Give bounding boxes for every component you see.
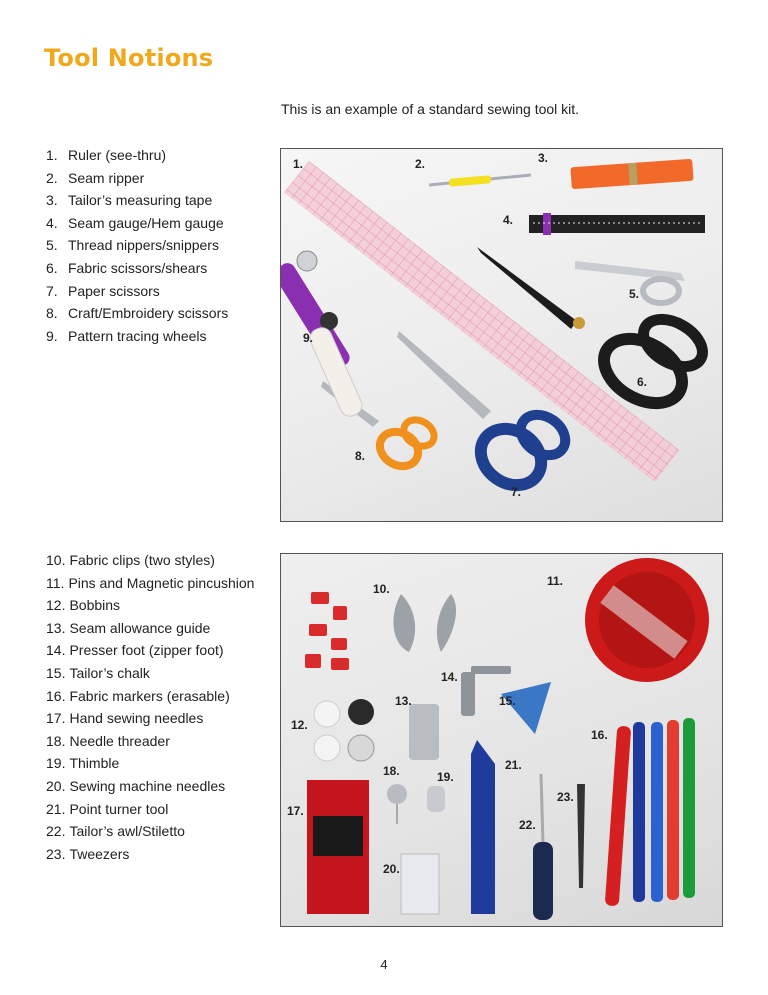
tool-list-2: [46, 549, 254, 865]
list-item: [46, 167, 228, 190]
list-number: 10.: [46, 552, 66, 568]
hem-gauge-image: [529, 213, 705, 235]
list-text: Needle threader: [69, 732, 170, 749]
intro-text: This is an example of a standard sewing tool kit.: [281, 101, 580, 117]
list-text: Ruler (see-thru): [68, 147, 167, 163]
tool-kit-photo-1: [280, 148, 723, 522]
list-text: Pattern tracing wheels: [68, 327, 207, 344]
tracing-wheels-image: [281, 251, 365, 419]
needle-threader-image: [387, 784, 407, 824]
tweezers-image: [577, 784, 585, 888]
list-item: [46, 707, 254, 730]
list-text: Tweezers: [69, 845, 130, 862]
photo-label: 3.: [538, 151, 549, 165]
list-number: 4.: [46, 214, 58, 231]
tool-kit-illustration-1: [281, 149, 722, 521]
list-number: 1.: [46, 147, 58, 163]
list-number: 18.: [46, 732, 66, 749]
list-item: [46, 572, 254, 595]
list-item: [46, 820, 254, 843]
list-item: [46, 257, 228, 280]
seam-guide-image: [409, 704, 439, 760]
photo-label: 21.: [505, 758, 522, 772]
list-number: 14.: [46, 642, 66, 659]
photo-label: 5.: [629, 287, 640, 301]
list-text: Sewing machine needles: [69, 777, 226, 794]
photo-label: 19.: [437, 770, 454, 784]
list-item: [46, 302, 228, 325]
photo-label: 16.: [591, 728, 608, 742]
list-text: Fabric scissors/shears: [68, 259, 208, 276]
photo-label: 13.: [395, 694, 412, 708]
list-number: 19.: [46, 755, 66, 772]
seam-ripper-image: [429, 175, 531, 187]
photo-label: 12.: [291, 718, 308, 732]
photo-label: 9.: [303, 331, 314, 345]
list-item: [46, 685, 254, 708]
list-number: 17.: [46, 710, 66, 727]
list-number: 13.: [46, 619, 66, 636]
photo-label: 17.: [287, 804, 304, 818]
list-text: Craft/Embroidery scissors: [68, 305, 229, 322]
list-item: [46, 144, 228, 167]
list-number: 22.: [46, 823, 66, 840]
list-text: Tailor’s measuring tape: [68, 192, 213, 209]
tool-list-1: [46, 144, 228, 347]
fabric-markers-image: [605, 718, 695, 906]
list-number: 12.: [46, 597, 66, 614]
photo-label: 20.: [383, 862, 400, 876]
list-text: Fabric clips (two styles): [69, 552, 215, 568]
list-number: 8.: [46, 305, 58, 322]
list-text: Point turner tool: [69, 800, 169, 817]
photo-label: 6.: [637, 375, 648, 389]
list-item: [46, 775, 254, 798]
presser-foot-image: [461, 666, 511, 716]
photo-label: 15.: [499, 694, 516, 708]
list-text: Fabric markers (erasable): [69, 687, 230, 704]
list-item: [46, 843, 254, 866]
bobbins-image: [314, 699, 374, 761]
list-text: Seam allowance guide: [69, 619, 211, 636]
photo-label: 10.: [373, 582, 390, 596]
list-text: Tailor’s awl/Stiletto: [69, 823, 185, 840]
list-item: [46, 798, 254, 821]
list-text: Seam ripper: [68, 169, 145, 186]
photo-label: 2.: [415, 157, 426, 171]
tailors-chalk-image: [501, 682, 551, 734]
list-item: [46, 234, 228, 257]
page-number: 4: [380, 957, 388, 972]
point-turner-image: [471, 740, 495, 914]
list-number: 9.: [46, 327, 58, 344]
photo-label: 1.: [293, 157, 304, 171]
measuring-tape-image: [570, 159, 693, 189]
list-text: Thimble: [69, 755, 120, 772]
list-item: [46, 189, 228, 212]
pincushion-image: [585, 558, 709, 682]
fabric-clips-metal-image: [393, 594, 456, 652]
list-number: 21.: [46, 800, 66, 817]
photo-label: 8.: [355, 449, 366, 463]
list-item: [46, 549, 254, 572]
tool-kit-illustration-2: [281, 554, 722, 926]
list-text: Paper scissors: [68, 282, 160, 299]
photo-label: 22.: [519, 818, 536, 832]
fabric-clips-image: [305, 592, 349, 670]
thimble-image: [427, 786, 445, 812]
list-item: [46, 752, 254, 775]
list-text: Hand sewing needles: [69, 710, 204, 727]
list-number: 2.: [46, 169, 58, 186]
list-text: Tailor’s chalk: [69, 664, 150, 681]
list-number: 15.: [46, 664, 66, 681]
list-number: 23.: [46, 845, 66, 862]
photo-label: 23.: [557, 790, 574, 804]
machine-needles-image: [401, 854, 439, 914]
photo-label: 4.: [503, 213, 514, 227]
list-item: [46, 325, 228, 348]
list-text: Seam gauge/Hem gauge: [68, 214, 224, 231]
hand-needles-image: [307, 780, 369, 914]
list-text: Bobbins: [69, 597, 121, 614]
list-item: [46, 594, 254, 617]
list-item: [46, 212, 228, 235]
tool-kit-photo-2: [280, 553, 723, 927]
list-number: 3.: [46, 192, 58, 209]
list-number: 5.: [46, 237, 58, 254]
list-item: [46, 617, 254, 640]
photo-label: 14.: [441, 670, 458, 684]
photo-label: 18.: [383, 764, 400, 778]
list-number: 16.: [46, 687, 66, 704]
list-item: [46, 280, 228, 303]
list-text: Pins and Magnetic pincushion: [68, 574, 255, 591]
list-number: 6.: [46, 259, 58, 276]
list-number: 20.: [46, 777, 66, 794]
photo-label: 7.: [511, 485, 522, 499]
list-number: 7.: [46, 282, 58, 299]
list-item: [46, 730, 254, 753]
list-text: Thread nippers/snippers: [68, 237, 219, 254]
list-item: [46, 639, 254, 662]
awl-image: [533, 774, 553, 920]
photo-label: 11.: [547, 574, 564, 588]
list-item: [46, 662, 254, 685]
list-number: 11.: [46, 574, 65, 591]
list-text: Presser foot (zipper foot): [69, 642, 224, 659]
page-title: Tool Notions: [44, 44, 214, 72]
